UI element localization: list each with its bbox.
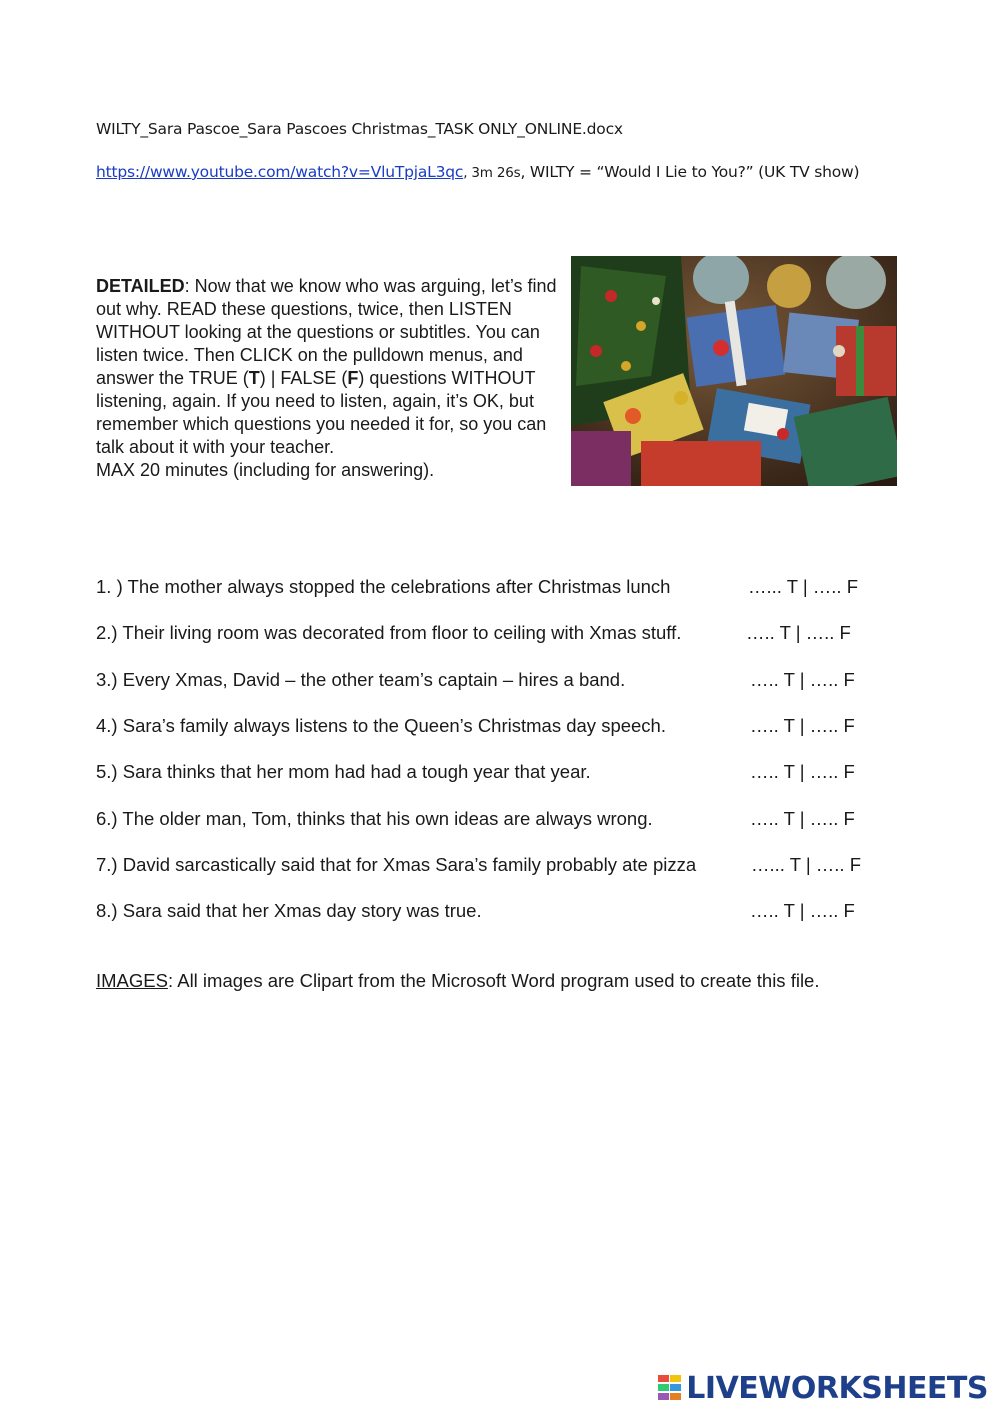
answer-selector-8[interactable]: ….. T | ….. F — [750, 900, 855, 921]
video-info-line — [96, 163, 859, 181]
answer-selector-3[interactable]: ….. T | ….. F — [750, 669, 855, 690]
true-marker: T — [248, 368, 260, 388]
question-5: 5.) Sara thinks that her mom had had a tough year that year. — [96, 761, 591, 782]
images-credit — [96, 970, 820, 992]
christmas-presents-illustration — [571, 256, 897, 486]
question-6: 6.) The older man, Tom, thinks that his own ideas are always wrong. — [96, 808, 653, 829]
instructions — [96, 275, 561, 482]
question-8: 8.) Sara said that her Xmas day story was true. — [96, 900, 482, 921]
answer-selector-2[interactable]: ….. T | ….. F — [746, 622, 851, 643]
video-duration: , 3m 26s — [463, 165, 521, 181]
instructions-text-2: ) | FALSE ( — [259, 368, 348, 388]
images-label: IMAGES — [96, 970, 168, 991]
time-limit: MAX 20 minutes (including for answering). — [96, 460, 435, 480]
instructions-text-1: : Now that we know who was arguing, let’s find out why. READ these questions, twice, then LISTEN WITHOUT looking at the questions or subtitles. You can listen twice. Then CLICK on the pulldown menus, and answer the TRUE ( — [96, 276, 557, 388]
question-1: 1. ) The mother always stopped the celebrations after Christmas lunch — [96, 576, 671, 597]
liveworksheets-logo-icon — [658, 1375, 682, 1401]
instructions-label: DETAILED — [96, 276, 185, 296]
answer-selector-4[interactable]: ….. T | ….. F — [750, 715, 855, 736]
images-credit-text: : All images are Clipart from the Microsoft Word program used to create this file. — [167, 970, 820, 991]
instructions-text-3: ) questions WITHOUT listening, again. If you need to listen, again, it’s OK, but remember which questions you needed it for, so you can talk about it with your teacher. — [96, 368, 547, 457]
answer-selector-7[interactable]: …... T | ….. F — [751, 854, 861, 875]
answer-selector-6[interactable]: ….. T | ….. F — [750, 808, 855, 829]
liveworksheets-brand[interactable] — [658, 1368, 988, 1408]
answer-selector-1[interactable]: …... T | ….. F — [748, 576, 858, 597]
youtube-link[interactable]: https://www.youtube.com/watch?v=VluTpjaL3qc — [96, 163, 464, 181]
question-3: 3.) Every Xmas, David – the other team’s captain – hires a band. — [96, 669, 626, 690]
question-2: 2.) Their living room was decorated from floor to ceiling with Xmas stuff. — [96, 622, 682, 643]
christmas-presents-photo — [571, 256, 897, 486]
document-filename: WILTY_Sara Pascoe_Sara Pascoes Christmas_TASK ONLY_ONLINE.docx — [96, 120, 623, 138]
question-7: 7.) David sarcastically said that for Xmas Sara’s family probably ate pizza — [96, 854, 697, 875]
answer-selector-5[interactable]: ….. T | ….. F — [750, 761, 855, 782]
false-marker: F — [347, 368, 359, 388]
show-note: , WILTY = “Would I Lie to You?” (UK TV show) — [520, 163, 860, 181]
brand-name: LIVEWORKSHEETS — [686, 1370, 988, 1406]
question-4: 4.) Sara’s family always listens to the Queen’s Christmas day speech. — [96, 715, 666, 736]
